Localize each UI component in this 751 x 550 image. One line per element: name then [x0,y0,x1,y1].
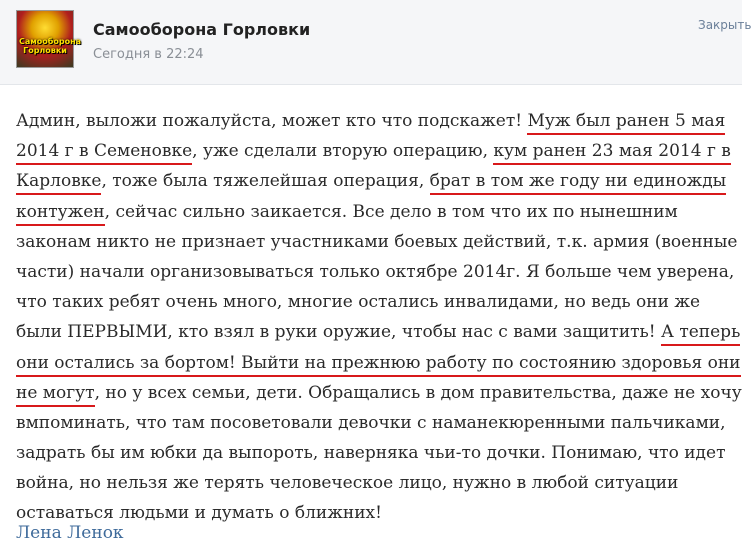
text-line [16,348,741,378]
text-segment: , тоже была тяжелейшая операция, [101,171,430,192]
underlined-text: 2014 г в Семеновке [16,141,192,165]
text-line: задрать бы им юбки да выпороть, наверняка чьи-то дочки. Понимаю, что идет [16,443,726,464]
text-line [16,197,738,227]
underlined-text: не могут [16,383,95,407]
text-line [16,378,742,408]
underlined-text: кум ранен 23 мая 2014 г в [493,141,730,165]
text-line: вмпоминать, что там посоветовали девочки с наманекюренными пальчиками, [16,412,726,433]
post-body [16,106,742,529]
underlined-text: брат в том же году ни единожды [430,171,727,195]
text-line: законам никто не признает участниками боевых действий, т.к. армия (военные [16,231,738,252]
text-line: что таких ребят очень много, многие остались инвалидами, но ведь они же [16,292,701,313]
post-header [0,0,751,85]
text-segment: Админ, выложи пожалуйста, может кто что подскажет! [16,111,528,131]
underlined-text: Карловке [16,171,101,195]
underlined-text: А теперь [661,322,740,346]
post-timestamp[interactable]: Сегодня в 22:24 [93,47,204,62]
text-line: части) начали организовываться только октябре 2014г. Я больше чем уверена, [16,261,735,282]
close-link[interactable]: Закрыть [698,18,751,32]
text-line [16,106,738,136]
text-segment: , но у всех семьи, дети. Обращались в дом правительства, даже не хочу [94,382,742,403]
text-line [16,166,738,196]
underlined-text: контужен [16,202,105,226]
avatar-logo-text: Самооборона Горловки [19,37,82,55]
text-segment: , сейчас сильно заикается. Все дело в том что их по нынешним [104,201,678,222]
underlined-text: они остались за бортом! Выйти на прежнюю работу по состоянию здоровья они [16,353,741,377]
text-line [16,136,738,166]
text-line: оставаться людьми и думать о ближних! [16,503,382,524]
text-line [16,317,741,347]
text-line: война, но нельзя же терять человеческое лицо, нужно в любой ситуации [16,473,679,494]
author-link[interactable]: Лена Ленок [16,523,124,543]
text-segment: были ПЕРВЫМИ, кто взял в руки оружие, чтобы нас с вами защитить! [16,322,662,343]
underlined-text: Муж был ранен 5 мая [527,111,725,135]
group-avatar[interactable] [16,10,82,68]
text-segment: , уже сделали вторую операцию, [192,141,494,162]
group-name-link[interactable]: Самооборона Горловки [93,20,311,39]
